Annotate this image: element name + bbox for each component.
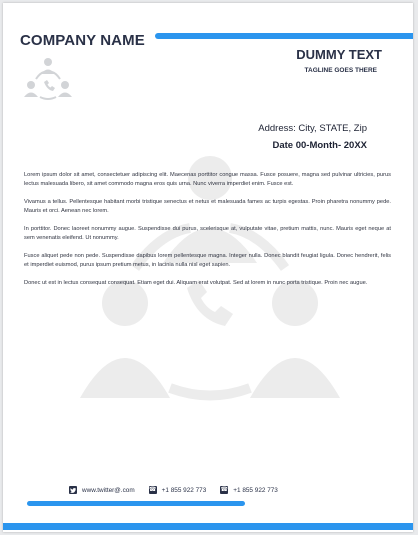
phone-number: +1 855 922 773 [233, 486, 278, 494]
letter-body [24, 171, 391, 297]
top-accent-bar [155, 33, 413, 39]
phone-number: +1 855 922 773 [161, 486, 207, 494]
address-line: Address: City, STATE, Zip [258, 123, 367, 134]
bottom-accent-bar [3, 523, 413, 530]
body-paragraph: Lorem ipsum dolor sit amet, consectetuer adipiscing elit. Maecenas porttitor congue massa. Fusce posuere, magna sed pulvinar ultricies, purus lectus malesuada libero, sit amet commodo magna eros quis urna. Nunc viverra imperdiet enim. Fusce est. [24, 172, 391, 187]
footer-accent-bar [27, 501, 245, 506]
body-paragraph: Vivamus a tellus. Pellentesque habitant morbi tristique senectus et netus et malesuada fames ac turpis egestas. Proin pharetra nonummy pede. Mauris et orci. Aenean nec lorem. [24, 199, 391, 214]
phone-icon: ☎ [220, 487, 228, 493]
footer-phone-1[interactable] [149, 486, 207, 494]
twitter-icon [69, 486, 77, 494]
body-paragraph: In porttitor. Donec laoreet nonummy augue. Suspendisse dui purus, scelerisque at, vulputate vitae, pretium mattis, nunc. Mauris eget neque at sem venenatis eleifend. Ut nonummy. [24, 226, 391, 241]
team-communication-logo-icon [22, 55, 74, 103]
footer-phone-2[interactable] [220, 486, 278, 494]
letterhead-page [3, 3, 413, 532]
body-paragraph: Donec ut est in lectus consequat consequat. Etiam eget dui. Aliquam erat volutpat. Sed at lorem in nunc porta tristique. Proin nec augue. [24, 280, 368, 286]
tagline: TAGLINE GOES THERE [304, 67, 377, 74]
date-line: Date 00-Month- 20XX [272, 140, 367, 151]
dummy-title: DUMMY TEXT [296, 47, 382, 62]
footer-contacts [69, 486, 292, 494]
body-paragraph: Fusce aliquet pede non pede. Suspendisse dapibus lorem pellentesque magna. Integer nulla. Donec blandit feugiat ligula. Donec hendrerit, felis et imperdiet euismod, purus ipsum pretium metus, in lacinia nulla nisl eget sapien. [24, 253, 391, 268]
twitter-handle: www.twitter@.com [82, 486, 135, 494]
phone-icon: ☎ [148, 487, 157, 493]
footer-twitter[interactable] [69, 486, 135, 494]
company-name: COMPANY NAME [20, 32, 145, 49]
